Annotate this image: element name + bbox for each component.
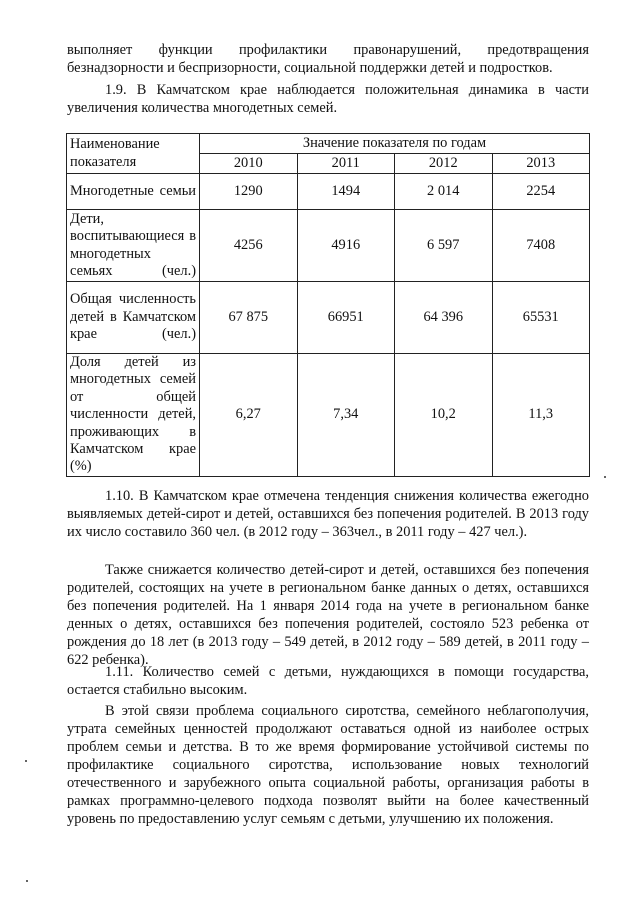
paragraph-orphans-data-bank: Также снижается количество детей-сирот и детей, оставшихся без попечения родителей, состоящих на учете в региональном банке данных о детях, оставшихся без попечения родителей. На 1 января 2014 года на учете в региональном банке денных о детях, оставшихся без попечения родителей, состояло 523 ребенка от рождения до 18 лет (в 2013 году – 549 детей, в 2012 году – 589 детей, в 2011 году – 622 ребенка). [67,562,589,668]
table-cell: 1290 [200,174,298,210]
large-families-indicator-table [66,133,590,477]
table-cell: 1494 [297,174,395,210]
year-header-2013: 2013 [492,154,590,174]
table-cell: 66951 [297,282,395,354]
year-header-2011: 2011 [297,154,395,174]
table-cell: 6,27 [200,354,298,477]
table-row [67,210,590,282]
row-label-share-of-children: Доля детей из многодетных семей от общей численности детей, проживающих в Камчатском крае (%) [67,354,200,477]
paragraph-social-orphanhood: В этой связи проблема социального сиротства, семейного неблагополучия, утрата семейных ценностей продолжают оставаться одной из наиболее острых проблем семьи и детства. В то же время формирование устойчивой системы по профилактике социального сиротства, использование новых технологий отечественного и зарубежного опыта социальной работы, организация работы в рамках программно-целевого подхода позволят выйти на более качественный уровень по предоставлению услуг семьям с детьми, улучшению их положения. [67,703,589,827]
paragraph-1-9-large-families: 1.9. В Камчатском крае наблюдается положительная динамика в части увеличения количества многодетных семей. [67,82,589,116]
paragraph-1-11-families-needing-help: 1.11. Количество семей с детьми, нуждающихся в помощи государства, остается стабильно высоким. [67,664,589,698]
table-row [67,174,590,210]
table-cell: 4916 [297,210,395,282]
values-by-year-header: Значение показателя по годам [200,134,590,154]
table-cell: 4256 [200,210,298,282]
table-cell: 2254 [492,174,590,210]
table-cell: 6 597 [395,210,493,282]
table-cell: 2 014 [395,174,493,210]
table-row [67,282,590,354]
table-header-row [67,134,590,154]
row-label-large-families: Многодетные семьи [67,174,200,210]
table-cell: 67 875 [200,282,298,354]
scan-speck [604,476,606,478]
table-cell: 11,3 [492,354,590,477]
table-cell: 65531 [492,282,590,354]
table-row [67,354,590,477]
paragraph-1-10-orphans: 1.10. В Камчатском крае отмечена тенденция снижения количества ежегодно выявляемых детей-сирот и детей, оставшихся без попечения родителей. В 2013 году их число составило 360 чел. (в 2012 году – 363чел., в 2011 году – 427 чел.). [67,488,589,540]
table-cell: 7408 [492,210,590,282]
table-cell: 10,2 [395,354,493,477]
year-header-2012: 2012 [395,154,493,174]
row-label-children-in-large-families: Дети, воспитывающиеся в многодетных семьях (чел.) [67,210,200,282]
table-cell: 64 396 [395,282,493,354]
row-label-total-children: Общая численность детей в Камчатском крае (чел.) [67,282,200,354]
scan-speck [25,760,27,762]
table-cell: 7,34 [297,354,395,477]
scan-speck [26,880,28,882]
year-header-2010: 2010 [200,154,298,174]
paragraph-prevention-functions: выполняет функции профилактики правонарушений, предотвращения безнадзорности и беспризорности, социальной поддержки детей и подростков. [67,42,589,76]
indicator-name-header: Наименование показателя [67,134,200,174]
